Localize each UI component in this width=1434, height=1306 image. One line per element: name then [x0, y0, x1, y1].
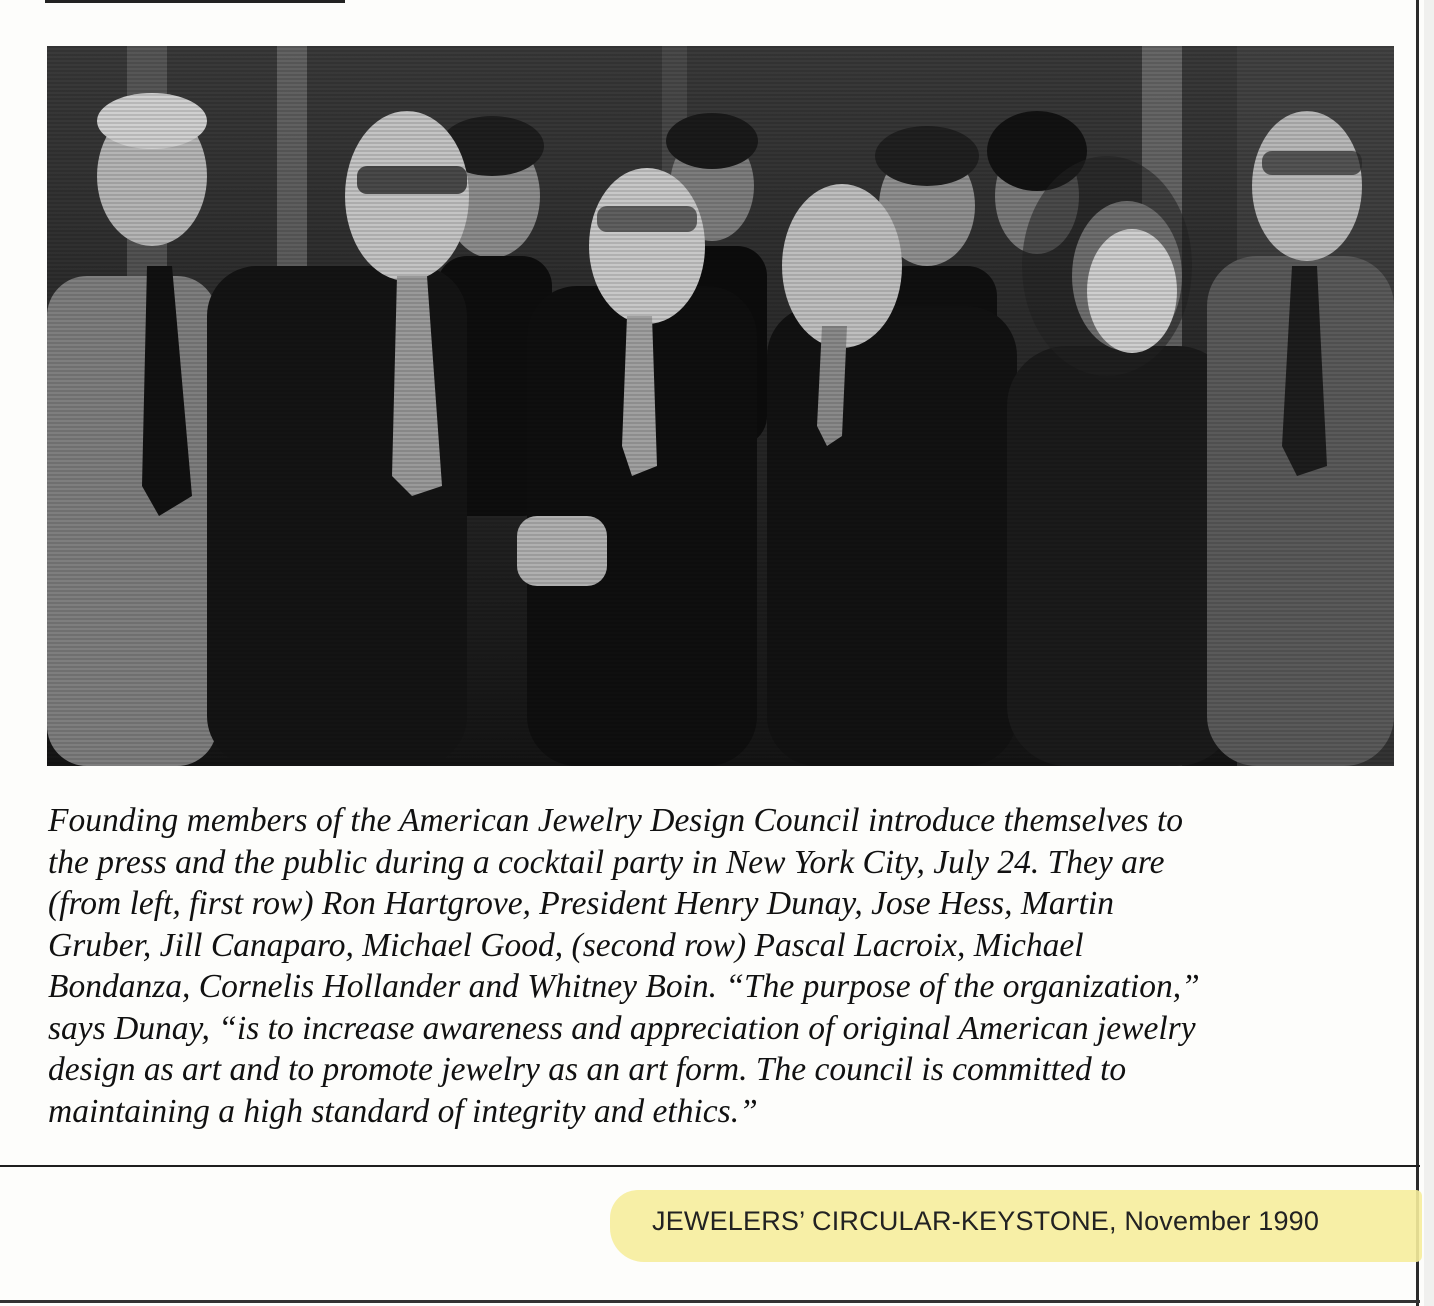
- group-photo-illustration: [47, 46, 1394, 766]
- source-citation: JEWELERS’ CIRCULAR-KEYSTONE, November 1990: [652, 1206, 1320, 1236]
- caption-line: maintaining a high standard of integrity and ethics.”: [48, 1092, 758, 1130]
- section-divider: [0, 1165, 1420, 1167]
- page-edge: [1416, 0, 1419, 1306]
- scan-margin: [1424, 0, 1434, 1306]
- caption-line: Founding members of the American Jewelry Design Council introduce themselves to: [48, 802, 1184, 839]
- caption-line: (from left, first row) Ron Hartgrove, President Henry Dunay, Jose Hess, Martin: [48, 885, 1114, 922]
- caption-line: Gruber, Jill Canaparo, Michael Good, (second row) Pascal Lacroix, Michael: [48, 926, 1084, 964]
- group-photo: [47, 46, 1394, 766]
- caption-line: says Dunay, “is to increase awareness and appreciation of original American jewelry: [48, 1009, 1196, 1047]
- page-bottom-edge: [0, 1300, 1420, 1303]
- caption-line: design as art and to promote jewelry as an art form. The council is committed to: [48, 1051, 1127, 1088]
- caption-line: the press and the public during a cocktail party in New York City, July 24. They are: [48, 843, 1165, 881]
- caption-line: Bondanza, Cornelis Hollander and Whitney Boin. “The purpose of the organization,”: [48, 968, 1200, 1005]
- halftone-overlay: [47, 46, 1394, 766]
- top-rule: [45, 0, 345, 3]
- photo-caption: [48, 800, 1378, 1132]
